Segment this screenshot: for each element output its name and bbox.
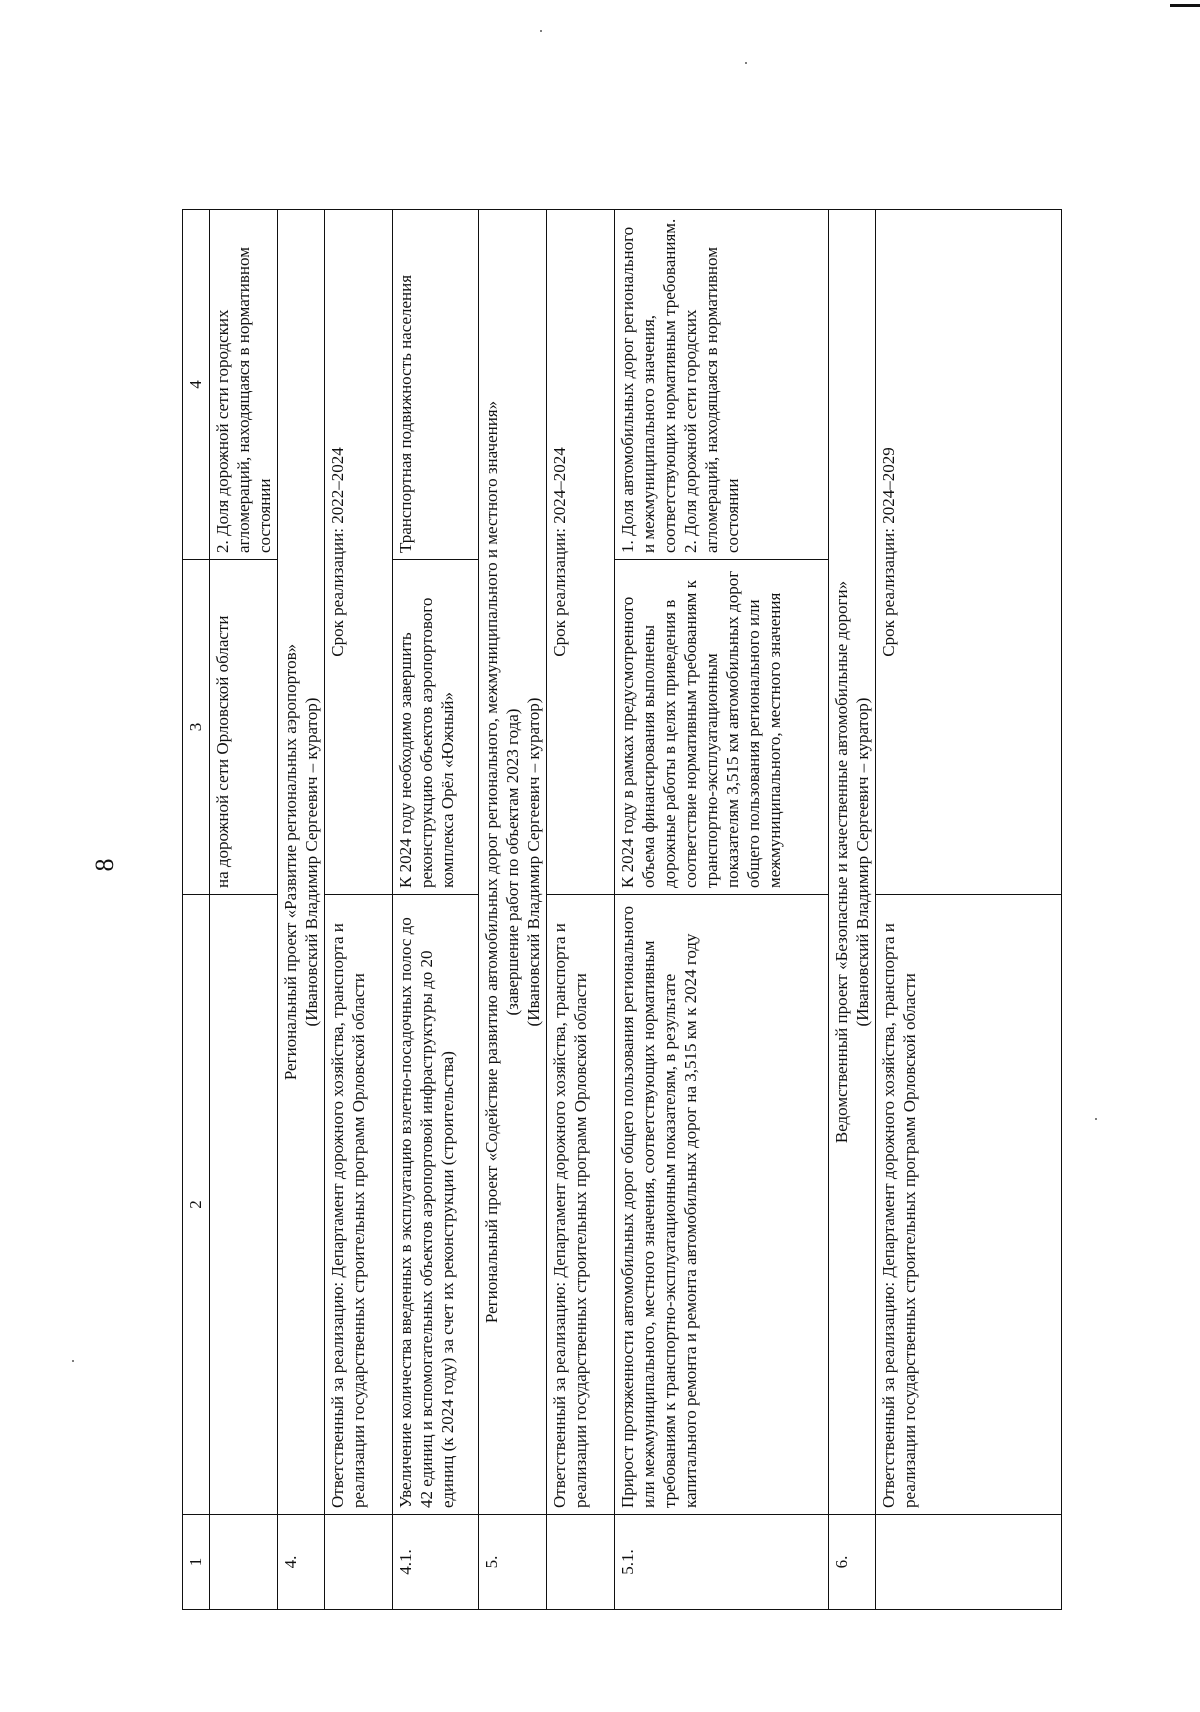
section-number: 4. — [278, 1515, 325, 1610]
section-title — [479, 210, 547, 1515]
program-table — [182, 209, 1062, 1610]
responsible-text: Ответственный за реализацию: Департамент дорожного хозяйства, транспорта и реализации государственных строительных программ Орловской области — [547, 895, 615, 1515]
title-line: (Ивановский Владимир Сергеевич – куратор) — [524, 697, 543, 1027]
effect-text: К 2024 году необходимо завершить реконструкцию объектов аэропортового комплекса Орёл «Южный» — [393, 560, 479, 895]
term-text: Срок реализации: 2024–2024 — [547, 210, 615, 895]
header-cell: 3 — [183, 560, 210, 895]
empty-cell — [210, 1515, 278, 1610]
title-line: (Ивановский Владимир Сергеевич – куратор) — [302, 697, 321, 1027]
responsible-text: Ответственный за реализацию: Департамент дорожного хозяйства, транспорта и реализации государственных строительных программ Орловской области — [325, 895, 393, 1515]
section-title-row — [479, 210, 547, 1610]
header-cell: 1 — [183, 1515, 210, 1610]
header-cell: 4 — [183, 210, 210, 560]
task-text: Увеличение количества введенных в эксплуатацию взлетно-посадочных полос до 42 единиц и вспомогательных объектов аэропортовой инфраструктуры до 20 единиц (к 2024 году) за счет их реконструкции (строительства) — [393, 895, 479, 1515]
scan-corner-mark — [1170, 4, 1200, 7]
scan-speck — [540, 30, 542, 32]
responsible-row — [325, 210, 393, 1610]
rotated-table-sheet — [182, 210, 1062, 1610]
responsible-text: Ответственный за реализацию: Департамент дорожного хозяйства, транспорта и реализации государственных строительных программ Орловской области — [876, 895, 1062, 1515]
indicator-text: Транспортная подвижность населения — [393, 210, 479, 560]
scan-speck — [1095, 1118, 1097, 1120]
section-title — [829, 210, 876, 1515]
title-line: Региональный проект «Развитие региональных аэропортов» — [281, 643, 300, 1081]
section-title-row — [829, 210, 876, 1610]
task-number: 4.1. — [393, 1515, 479, 1610]
empty-cell — [325, 1515, 393, 1610]
empty-cell — [876, 1515, 1062, 1610]
task-row — [393, 210, 479, 1610]
continuation-row — [210, 210, 278, 1610]
section-number: 5. — [479, 1515, 547, 1610]
empty-cell — [547, 1515, 615, 1610]
indicator-line: 2. Доля дорожной сети городских агломераций, находящаяся в нормативном состоянии — [681, 247, 742, 553]
task-row — [615, 210, 829, 1610]
title-line: (Ивановский Владимир Сергеевич – куратор) — [853, 697, 872, 1027]
section-title-row — [278, 210, 325, 1610]
title-line: Ведомственный проект «Безопасные и качественные автомобильные дороги» — [832, 580, 851, 1144]
task-text: на дорожной сети Орловской области — [210, 560, 278, 895]
indicator-text: 2. Доля дорожной сети городских агломераций, находящаяся в нормативном состоянии — [210, 210, 278, 560]
effect-text: К 2024 году в рамках предусмотренного объема финансирования выполнены дорожные работы в целях приведения в соответствие нормативным требованиям к транспортно-эксплуатационным показателям 3,515 км автомобильных дорог общего пользования регионального или межмуниципального, местного значения — [615, 560, 829, 895]
empty-cell — [210, 895, 278, 1515]
term-text: Срок реализации: 2024–2029 — [876, 210, 1062, 895]
indicator-text — [615, 210, 829, 560]
header-row — [183, 210, 210, 1610]
scan-speck — [745, 62, 747, 64]
responsible-row — [547, 210, 615, 1610]
task-number: 5.1. — [615, 1515, 829, 1610]
responsible-row — [876, 210, 1062, 1610]
section-number: 6. — [829, 1515, 876, 1610]
scan-speck — [72, 1360, 74, 1362]
term-text: Срок реализации: 2022–2024 — [325, 210, 393, 895]
header-cell: 2 — [183, 895, 210, 1515]
title-line: Региональный проект «Содействие развитию автомобильных дорог регионального, межмуниципального и местного значения» — [482, 400, 501, 1324]
task-text: Прирост протяженности автомобильных дорог общего пользования регионального или межмуниципального, местного значения, соответствующих нормативным требованиям к транспортно-эксплуатационным показателям, в результате капитального ремонта и ремонта автомобильных дорог на 3,515 км к 2024 году — [615, 895, 829, 1515]
section-title — [278, 210, 325, 1515]
page-number: 8 — [90, 858, 119, 872]
title-line: (завершение работ по объектам 2023 года) — [503, 708, 522, 1016]
indicator-line: 1. Доля автомобильных дорог регионального и межмуниципального значения, соответствующих нормативным требованиям. — [618, 218, 679, 553]
